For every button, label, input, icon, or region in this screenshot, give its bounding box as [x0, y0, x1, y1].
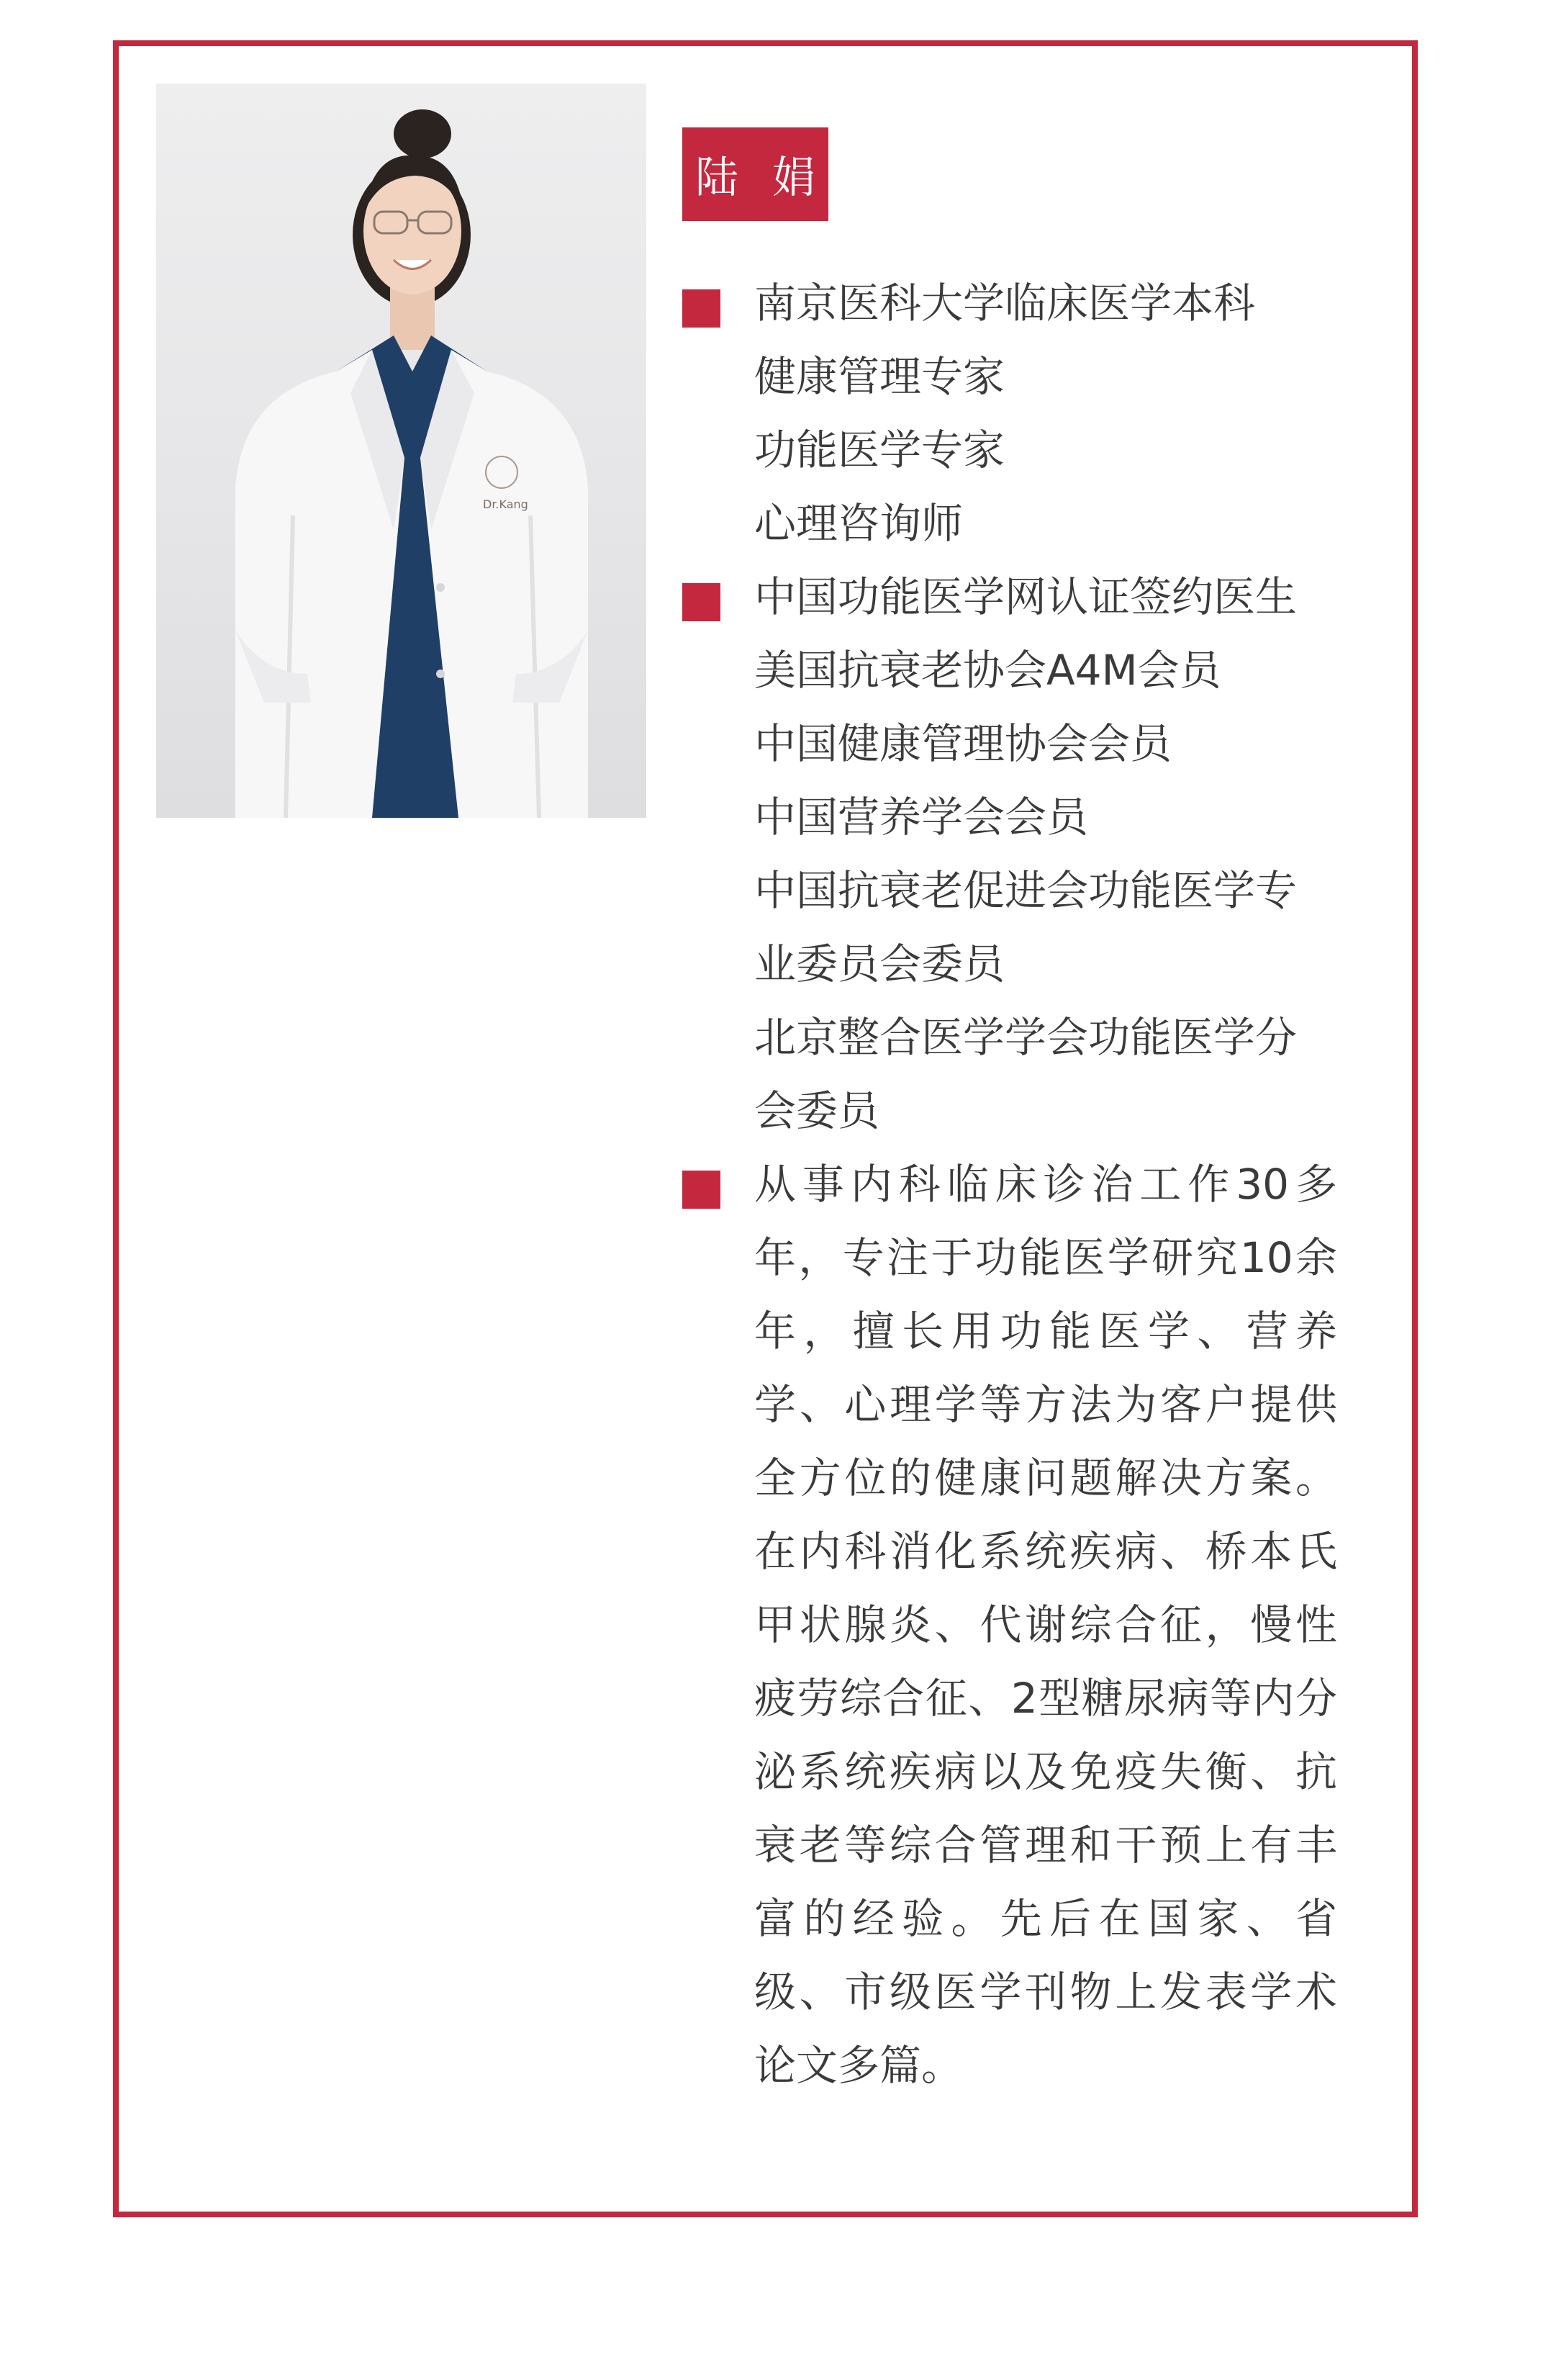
section-line: 富的经验。先后在国家、省 — [754, 1894, 1337, 1943]
section-line: 业委员会委员 — [754, 939, 1005, 988]
section-line: 北京整合医学学会功能医学分 — [754, 1013, 1298, 1062]
section-line: 会委员 — [754, 1086, 880, 1135]
coat-logo-text: Dr.Kang — [483, 497, 528, 511]
square-bullet-icon — [682, 583, 720, 621]
section-line: 中国抗衰老促进会功能医学专 — [754, 866, 1298, 915]
section-line: 全方位的健康问题解决方案。 — [754, 1453, 1337, 1502]
doctor-name: 陆 娟 — [694, 153, 826, 203]
section-education — [682, 266, 1388, 560]
doctor-name-badge — [682, 127, 828, 221]
section-line: 心理咨询师 — [754, 499, 964, 548]
section-line: 中国营养学会会员 — [754, 793, 1089, 842]
section-line: 从事内科临床诊治工作30多 — [754, 1160, 1337, 1209]
section-line: 中国健康管理协会会员 — [754, 719, 1172, 768]
section-line: 在内科消化系统疾病、桥本氏 — [754, 1527, 1337, 1576]
section-line: 南京医科大学临床医学本科 — [754, 279, 1256, 328]
section-line: 功能医学专家 — [754, 425, 1005, 474]
section-line: 论文多篇。 — [754, 2041, 964, 2090]
section-line: 学、心理学等方法为客户提供 — [754, 1380, 1337, 1429]
section-line: 年，擅长用功能医学、营养 — [754, 1307, 1337, 1356]
section-line: 年，专注于功能医学研究10余 — [754, 1233, 1337, 1282]
square-bullet-icon — [682, 1171, 720, 1209]
section-line: 美国抗衰老协会A4M会员 — [754, 646, 1221, 695]
profile-sections — [682, 266, 1388, 2102]
doctor-portrait-photo — [156, 84, 646, 818]
section-experience — [682, 1148, 1388, 2102]
section-line: 中国功能医学网认证签约医生 — [754, 572, 1298, 621]
section-line: 健康管理专家 — [754, 352, 1005, 401]
square-bullet-icon — [682, 289, 720, 328]
section-line: 级、市级医学刊物上发表学术 — [754, 1967, 1337, 2016]
section-line: 疲劳综合征、2型糖尿病等内分 — [754, 1674, 1337, 1723]
portrait-illustration — [156, 84, 646, 818]
section-line: 泌系统疾病以及免疫失衡、抗 — [754, 1747, 1337, 1796]
section-line: 甲状腺炎、代谢综合征，慢性 — [754, 1600, 1337, 1649]
section-line: 衰老等综合管理和干预上有丰 — [754, 1821, 1337, 1870]
section-memberships — [682, 560, 1388, 1148]
